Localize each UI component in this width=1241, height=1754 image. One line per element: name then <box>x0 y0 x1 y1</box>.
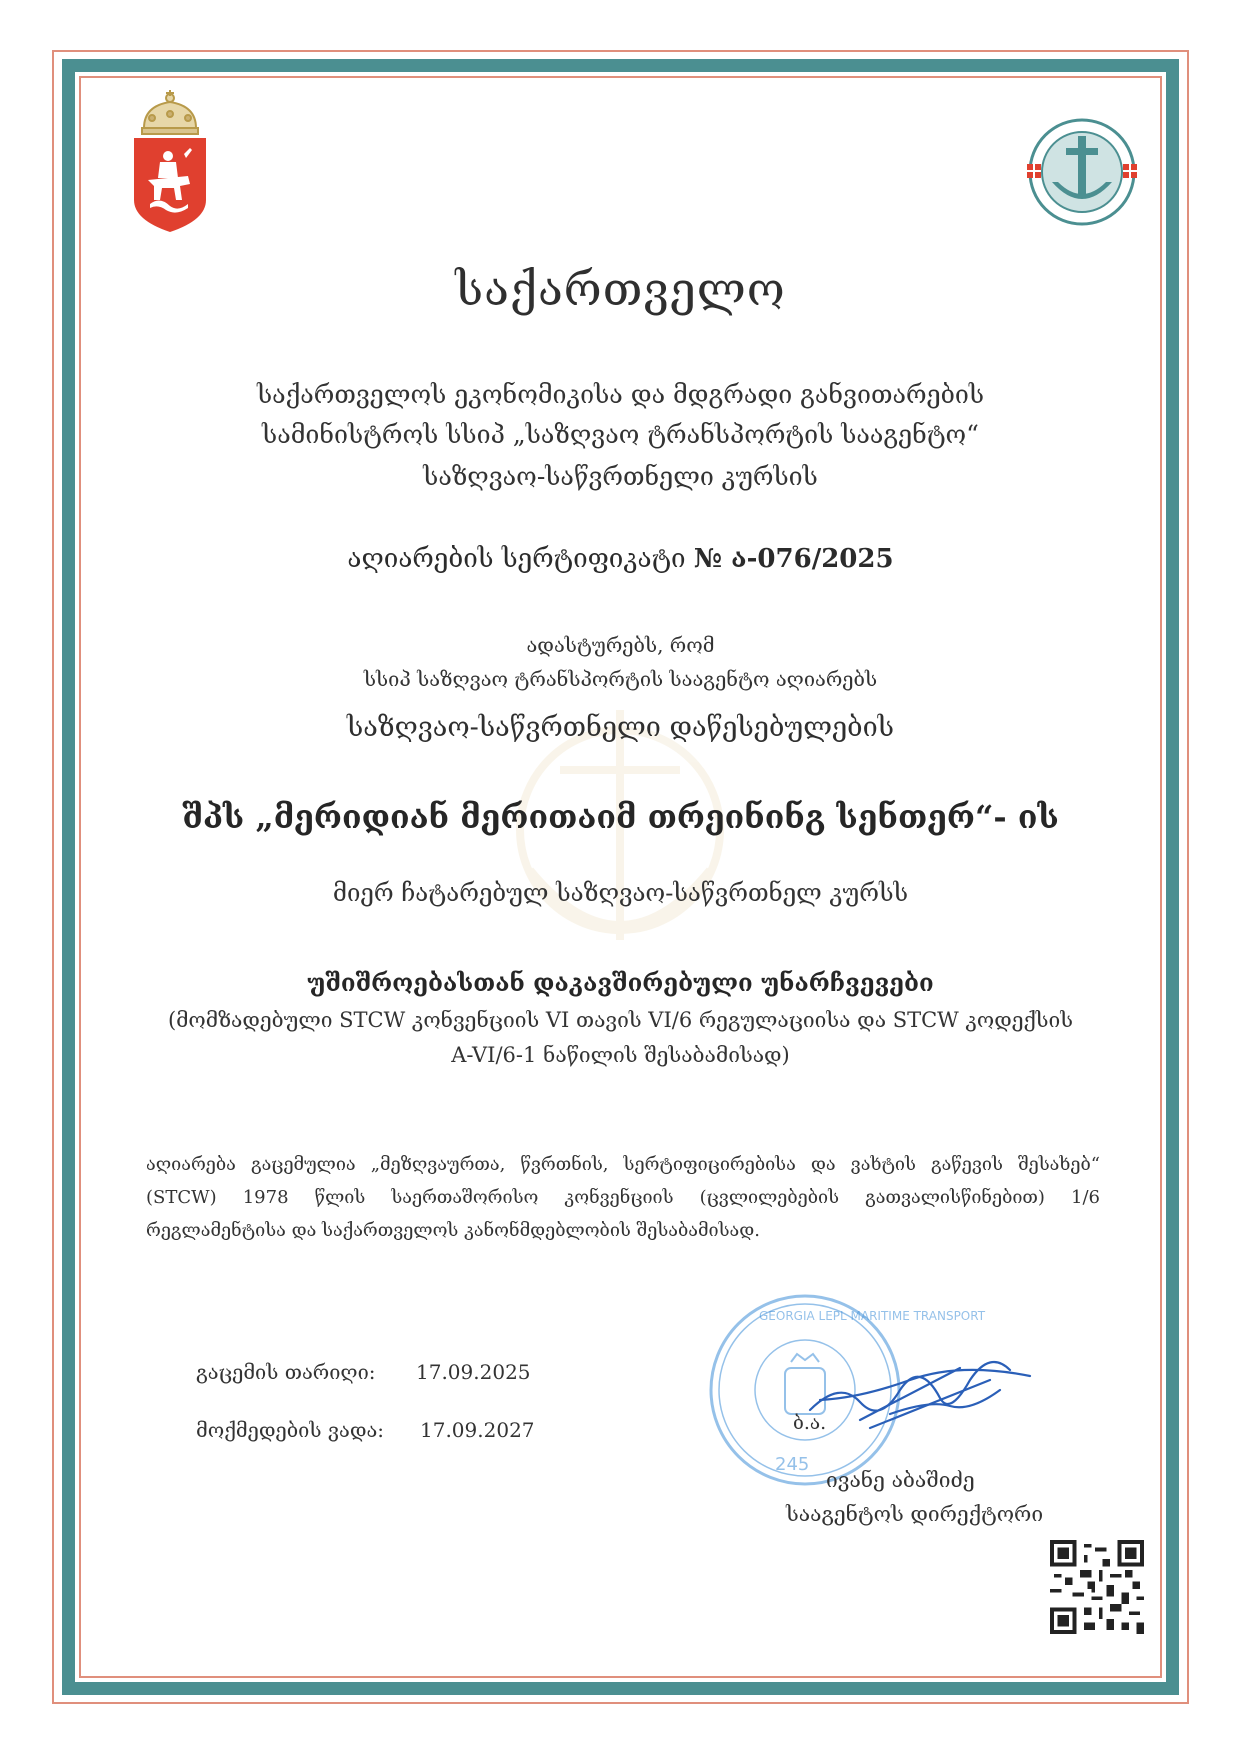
signature-abbreviation: ბ.ა. <box>793 1412 827 1434</box>
course-reference-line-1: (მომზადებული STCW კონვენციის VI თავის VI/6 რეგულაციისა და STCW კოდექსის <box>167 1008 1074 1032</box>
issue-date-value: 17.09.2025 <box>416 1360 531 1384</box>
georgia-coat-of-arms-icon <box>130 88 210 233</box>
country-title: საქართველო <box>455 262 786 316</box>
stamp-text-top: GEORGIA LEPL MARITIME TRANSPORT <box>759 1309 986 1323</box>
signer-title: სააგენტოს დირექტორი <box>786 1502 1044 1526</box>
issue-date-label: გაცემის თარიღი: <box>196 1360 376 1384</box>
course-name: უშიშროებასთან დაკავშირებული უნარჩვევები <box>307 968 934 997</box>
confirmation-line-1: ადასტურებს, რომ <box>526 633 715 657</box>
valid-date-row <box>196 1418 535 1442</box>
issuer-line-3: საზღვაო-საწვრთნელი კურსის <box>423 462 818 491</box>
issuer-line-1: საქართველოს ეკონომიკისა და მდგრადი განვითარების <box>256 380 985 409</box>
qr-code-icon[interactable] <box>1050 1540 1144 1634</box>
course-by-line: მიერ ჩატარებულ საზღვაო-საწვრთნელ კურსს <box>332 879 909 907</box>
organization-name: შპს „მერიდიან მერითაიმ თრეინინგ სენთერ“- ის <box>182 798 1059 836</box>
issuer-line-2: სამინისტროს სსიპ „საზღვაო ტრანსპორტის სააგენტო“ <box>262 420 979 449</box>
legal-basis-paragraph: აღიარება გაცემულია „მეზღვაურთა, წვრთნის, სერტიფიცირებისა და ვახტის გაწევის შესახებ“ (STCW) 1978 წლის საერთაშორისო კონვენციის (ცვლილებების გათვალისწინებით) 1/6 რეგლამენტისა და საქართველოს კანონმდებლობის შესაბამისად. <box>146 1154 1100 1241</box>
signer-name: ივანე აბაშიძე <box>826 1468 975 1492</box>
confirmation-line-3: საზღვაო-საწვრთნელი დაწესებულების <box>346 712 895 743</box>
maritime-agency-logo-icon <box>1022 112 1142 232</box>
certificate-title-row <box>0 544 1241 574</box>
stamp-number: 245 <box>775 1454 810 1475</box>
confirmation-line-2: სსიპ საზღვაო ტრანსპორტის სააგენტო აღიარებს <box>363 667 878 691</box>
director-signature-icon <box>800 1340 1050 1450</box>
issue-date-row <box>196 1360 531 1384</box>
valid-date-label: მოქმედების ვადა: <box>196 1418 385 1442</box>
valid-date-value: 17.09.2027 <box>420 1418 535 1442</box>
certificate-title: აღიარების სერტიფიკატი <box>347 544 686 574</box>
course-reference-line-2: A-VI/6-1 ნაწილის შესაბამისად) <box>451 1043 790 1067</box>
certificate-number: № ა-076/2025 <box>693 544 894 574</box>
